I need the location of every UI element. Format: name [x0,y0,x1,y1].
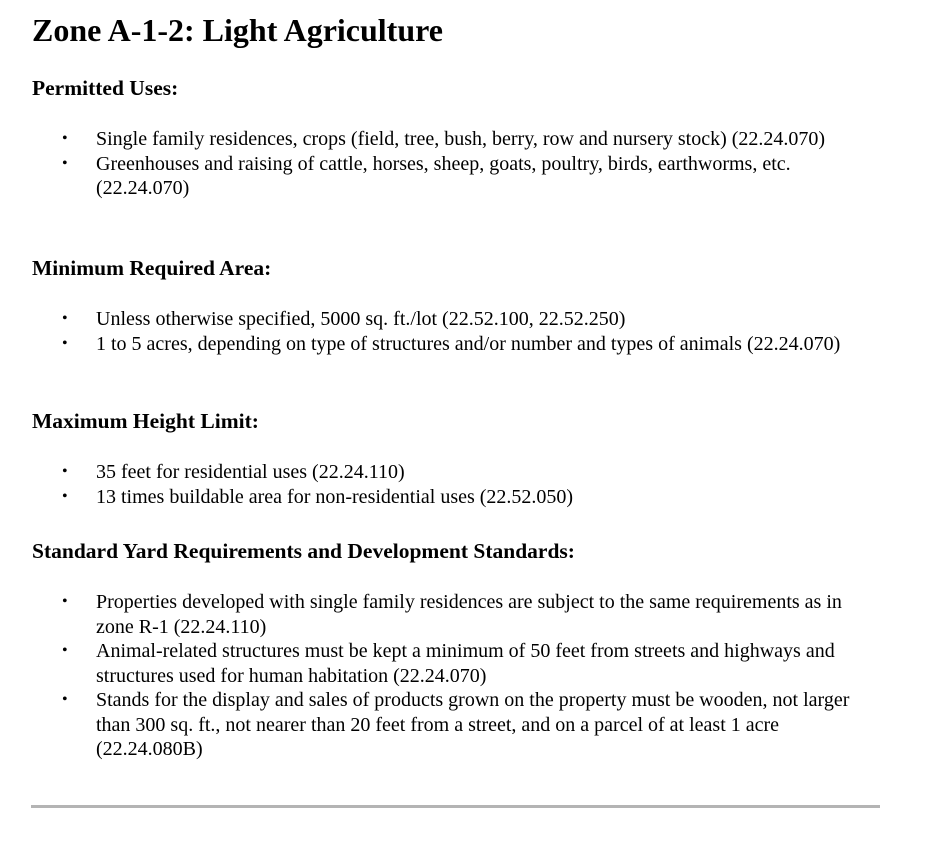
list-item: • Greenhouses and raising of cattle, horses, sheep, goats, poultry, birds, earthworms, etc. (22.24.070) [62,152,791,199]
bullet-icon: • [62,130,68,147]
bullet-icon: • [62,593,68,610]
section-heading-permitted-uses: Permitted Uses: [32,76,179,100]
permitted-uses-list [0,127,860,201]
bullet-icon: • [62,334,68,352]
page-title: Zone A-1-2: Light Agriculture [32,12,443,48]
section-heading-height-limit: Maximum Height Limit: [32,409,259,433]
list-item: • Stands for the display and sales of products grown on the property must be wooden, not larger than 300 sq. ft., not nearer than 20 feet from a street, and on a parcel of at least 1 acre (22.24.080B) [62,689,850,760]
list-item: • 1 to 5 acres, depending on type of structures and/or number and types of animals (22.24.070) [62,332,841,355]
list-item: • 35 feet for residential uses (22.24.110) [62,461,405,483]
list-item: • 13 times buildable area for non-residential uses (22.52.050) [62,485,574,508]
minimum-area-list [0,307,860,356]
list-item: • Single family residences, crops (field, tree, bush, berry, row and nursery stock) (22.24.070) [62,128,826,150]
height-limit-list [0,460,860,509]
horizontal-divider [31,805,880,808]
bullet-icon: • [62,154,68,172]
section-heading-minimum-area: Minimum Required Area: [32,256,272,280]
bullet-icon: • [62,463,68,480]
bullet-icon: • [62,642,68,659]
list-item: • Unless otherwise specified, 5000 sq. ft./lot (22.52.100, 22.52.250) [62,308,626,330]
bullet-icon: • [62,310,68,327]
bullet-icon: • [62,487,68,505]
bullet-icon: • [62,691,68,708]
section-heading-yard-standards: Standard Yard Requirements and Development Standards: [32,539,575,563]
list-item: • Animal-related structures must be kept a minimum of 50 feet from streets and highways and structures used for human habitation (22.24.070) [62,640,835,687]
yard-standards-list [0,590,870,762]
list-item: • Properties developed with single family residences are subject to the same requirements as in zone R-1 (22.24.110) [62,591,842,638]
